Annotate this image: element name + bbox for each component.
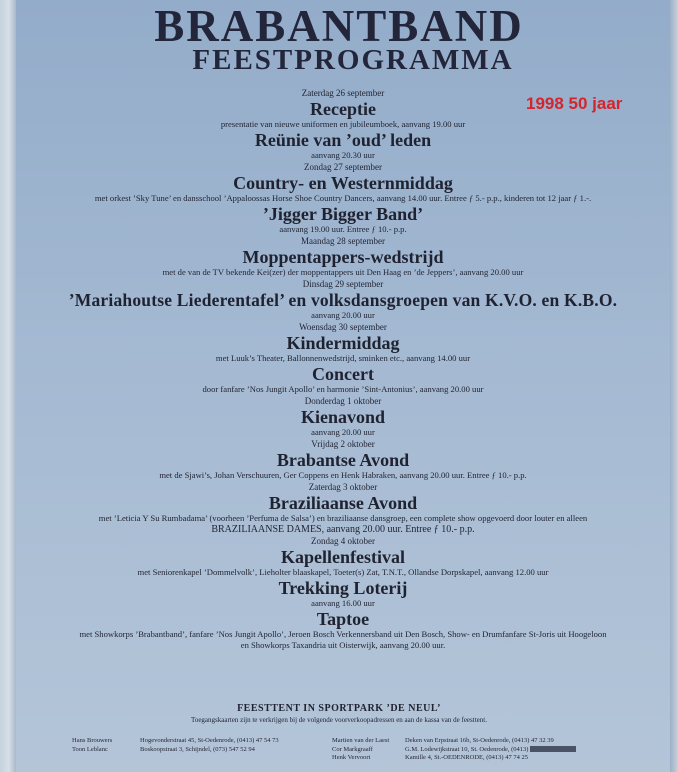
event-date: Woensdag 30 september [299, 322, 387, 332]
event-name: ’Jigger Bigger Band’ [262, 204, 424, 224]
event-name: Kienavond [300, 407, 386, 427]
event-detail: met Showkorps ’Brabantband’, fanfare ’Nos Jungit Apollo’, Jeroen Bosch Verkennersband uit Den Bosch, Show- en Drumfanfare St-Joris uit Hoogeloon [79, 629, 607, 639]
event-detail: presentatie van nieuwe uniformen en jubileumboek, aanvang 19.00 uur [220, 119, 466, 129]
event-detail: aanvang 20.30 uur [311, 150, 375, 160]
contact-name: Toon Leblanc [72, 745, 108, 753]
event-item [16, 204, 670, 235]
year-annotation: 1998 50 jaar [526, 94, 623, 113]
event-item [16, 609, 670, 651]
event-detail: met Luuk’s Theater, Ballonnenwedstrijd, sminken etc., aanvang 14.00 uur [215, 353, 471, 363]
event-name: Taptoe [316, 609, 370, 629]
event-detail: BRAZILIAANSE DAMES, aanvang 20.00 uur. Entree ƒ 10.- p.p. [211, 524, 475, 535]
paper-edge-left [0, 0, 16, 772]
event-detail: aanvang 20.00 uur [311, 310, 375, 320]
event-detail: aanvang 20.00 uur [311, 427, 375, 437]
event-detail: met ’Leticia Y Su Rumbadama’ (voorheen ’Perfuma de Salsa’) en braziliaanse dansgroep, een complete show opgevoerd door louter en alleen [98, 513, 588, 523]
program-list [16, 87, 670, 651]
event-name: Moppentappers-wedstrijd [242, 247, 444, 267]
event-name: Concert [312, 364, 374, 384]
contact-name: Martien van der Laest [332, 737, 390, 744]
event-item [16, 321, 670, 364]
event-name: Receptie [310, 99, 376, 119]
event-detail: met Seniorenkapel ’Dommelvolk’, Lieholter blaaskapel, Toeter(s) Zat, T.N.T., Ollandse Dorpskapel, aanvang 12.00 uur [137, 567, 549, 577]
event-name: Braziliaanse Avond [268, 493, 418, 513]
event-item [16, 278, 670, 321]
event-date: Maandag 28 september [301, 236, 385, 246]
contact-name: Cor Markgraaff [332, 745, 373, 753]
contact-names-right [332, 737, 389, 763]
poster-title: BRABANTBAND [154, 1, 524, 51]
event-date: Zondag 27 september [304, 162, 382, 172]
event-item [16, 130, 670, 161]
event-detail: door fanfare ’Nos Jungit Apollo’ en harmonie ’Sint-Antonius’, aanvang 20.00 uur [202, 384, 484, 394]
event-detail: aanvang 19.00 uur. Entree ƒ 10.- p.p. [279, 224, 407, 234]
event-detail: en Showkorps Taxandria uit Oisterwijk, aanvang 20.00 uur. [240, 640, 446, 650]
event-item [16, 481, 670, 535]
redacted-phone [530, 746, 576, 752]
contact-address: Kamille 4, St.-OEDENRODE, (0413) 47 74 25 [405, 754, 528, 761]
ticket-note: Toegangskaarten zijn te verkrijgen bij de volgende voorverkoopadressen en aan de kassa van de feesttent. [191, 716, 487, 724]
event-name: Country- en Westernmiddag [233, 173, 453, 193]
event-item [16, 364, 670, 395]
event-name: ’Mariahoutse Liederentafel’ en volksdansgroepen van K.V.O. en K.B.O. [68, 290, 618, 310]
event-detail: met de van de TV bekende Kei(zer) der moppentappers uit Den Haag en ’de Jeppers’, aanvang 20.00 uur [162, 267, 524, 277]
venue-title: FEESTTENT IN SPORTPARK ’DE NEUL’ [237, 703, 441, 714]
event-item [16, 535, 670, 578]
event-name: Reünie van ’oud’ leden [254, 130, 432, 150]
event-date: Donderdag 1 oktober [304, 396, 382, 406]
contact-addresses-left [140, 737, 279, 754]
event-detail: met orkest ’Sky Tune’ en dansschool ’Appaloossas Horse Shoe Country Dancers, aanvang 14.00 uur. Entree ƒ 5.- p.p., kinderen tot 12 jaar ƒ 1.-. [94, 193, 592, 203]
event-detail: met de Sjawi’s, Johan Verschuuren, Ger Coppens en Henk Habraken, aanvang 20.00 uur. Entree ƒ 10.- p.p. [159, 470, 527, 480]
masthead [0, 1, 678, 76]
contact-names-left [72, 737, 112, 754]
contact-name: Hans Brouwers [72, 737, 113, 744]
contact-address: Hogevonderstraat 45, St-Oedenrode, (0413) 47 54 73 [140, 737, 279, 744]
contact-addresses-right [405, 737, 576, 763]
event-date: Vrijdag 2 oktober [311, 439, 375, 449]
event-name: Trekking Loterij [278, 578, 408, 598]
event-date: Zondag 4 oktober [311, 536, 375, 546]
event-date: Zaterdag 26 september [301, 88, 385, 98]
event-item [16, 395, 670, 438]
event-item [16, 87, 670, 130]
poster-subtitle: FEESTPROGRAMMA [192, 44, 514, 76]
contact-address: Deken van Erpstraat 16b, St-Oedenrode, (0413) 47 32 39 [405, 737, 554, 744]
event-date: Dinsdag 29 september [302, 279, 384, 289]
event-name: Kapellenfestival [281, 547, 405, 567]
event-date: Zaterdag 3 oktober [308, 482, 378, 492]
contact-name: Henk Vervoort [332, 754, 371, 761]
event-item [16, 578, 670, 609]
event-detail: aanvang 16.00 uur [311, 598, 375, 608]
event-item [16, 161, 670, 204]
event-name: Kindermiddag [286, 333, 400, 353]
event-item [16, 235, 670, 278]
paper-edge-right [670, 0, 678, 772]
contact-address [405, 746, 576, 755]
contact-address: Boskoopstraat 3, Schijndel, (073) 547 52 94 [140, 745, 255, 753]
contact-address-text: G.M. Lodewijkstraat 10, St. Oedenrode, (0413) [405, 745, 529, 753]
event-item [16, 438, 670, 481]
event-name: Brabantse Avond [276, 450, 410, 470]
